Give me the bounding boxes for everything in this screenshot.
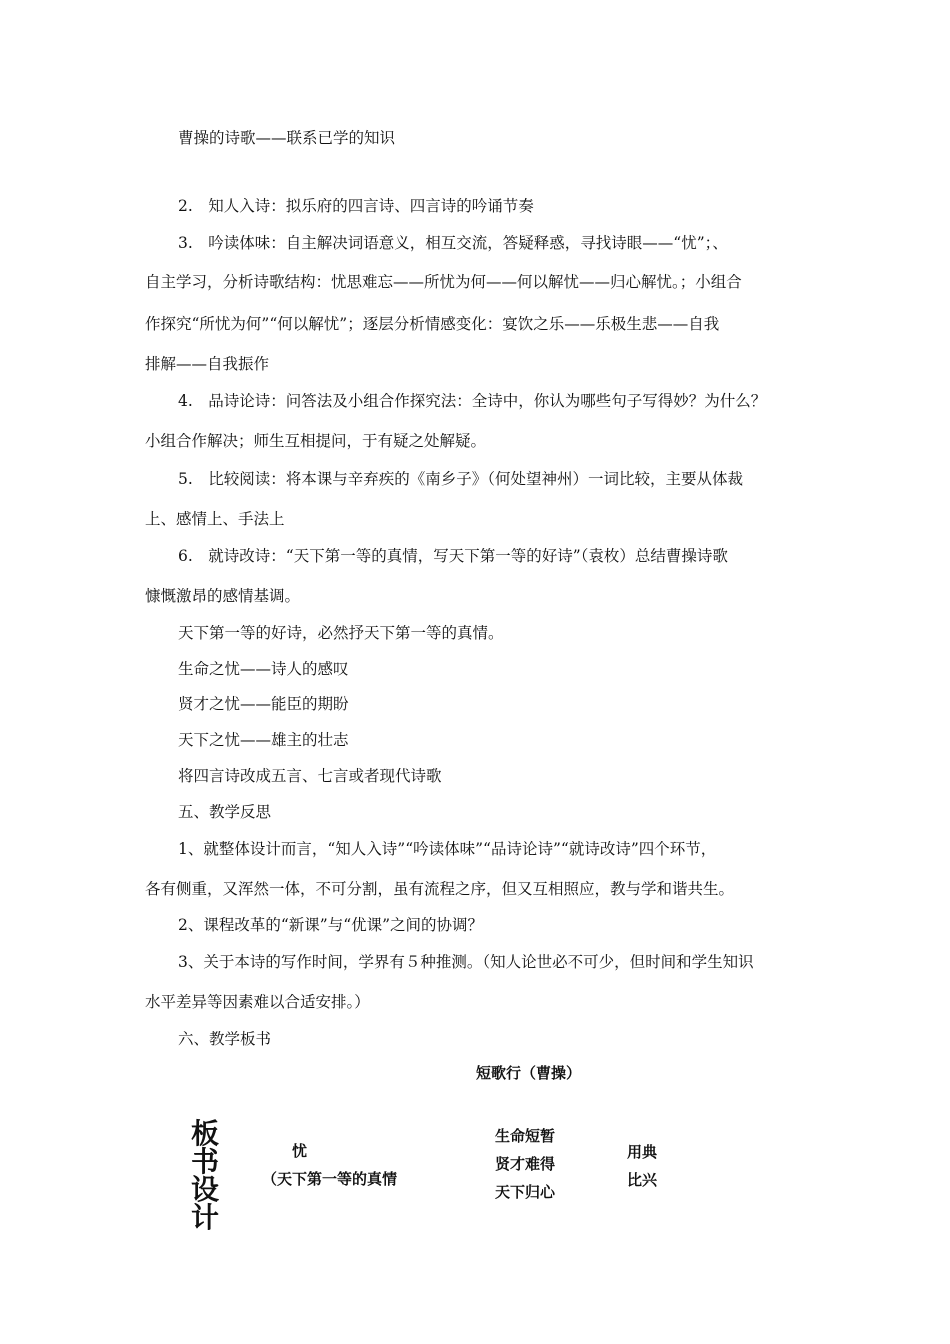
- text-line: 天下第一等的好诗，必然抒天下第一等的真情。: [178, 624, 504, 642]
- side-char: 设: [190, 1173, 219, 1206]
- board-theme: 生命短暂: [495, 1127, 556, 1145]
- text-line: 6. 就诗改诗：“天下第一等的真情，写天下第一等的好诗”（袁枚）总结曹操诗歌: [178, 547, 728, 565]
- text-line: 生命之忧——诗人的感叹: [178, 660, 349, 678]
- board-worry: 忧: [292, 1142, 308, 1160]
- board-theme: 天下归心: [495, 1183, 556, 1201]
- text-line: 小组合作解决；师生互相提问，于有疑之处解疑。: [145, 432, 487, 450]
- text-line: 2、课程改革的“新课”与“优课”之间的协调？: [178, 916, 484, 934]
- board-theme: 贤才难得: [495, 1155, 556, 1173]
- text-line: 各有侧重，又浑然一体，不可分割，虽有流程之序，但又互相照应，教与学和谐共生。: [145, 880, 735, 898]
- side-char: 书: [190, 1145, 219, 1178]
- text-line: 天下之忧——雄主的壮志: [178, 731, 349, 749]
- text-line: 曹操的诗歌——联系已学的知识: [178, 129, 396, 147]
- text-line: 1、就整体设计而言，“知人入诗”“吟读体味”“品诗论诗”“就诗改诗”四个环节，: [178, 840, 717, 858]
- text-line: 5. 比较阅读：将本课与辛弃疾的《南乡子》（何处望神州）一词比较，主要从体裁: [178, 470, 744, 488]
- board-title: 短歌行（曹操）: [476, 1064, 582, 1082]
- text-line: 慷慨激昂的感情基调。: [145, 587, 301, 605]
- text-line: 排解——自我振作: [145, 355, 270, 373]
- board-technique: 比兴: [627, 1171, 658, 1189]
- text-line: 2. 知人入诗：拟乐府的四言诗、四言诗的吟诵节奏: [178, 197, 534, 215]
- text-line: 3. 吟读体味：自主解决词语意义，相互交流，答疑释惑，寻找诗眼——“忧”；、: [178, 234, 728, 252]
- text-line: 水平差异等因素难以合适安排。）: [145, 993, 370, 1011]
- side-char: 板: [190, 1117, 219, 1150]
- text-line: 贤才之忧——能臣的期盼: [178, 695, 349, 713]
- text-line: 自主学习，分析诗歌结构：忧思难忘——所忧为何——何以解忧——归心解忧。；小组合: [145, 273, 742, 291]
- section-heading: 六、教学板书: [178, 1030, 272, 1048]
- text-line: 作探究“所忧为何”“何以解忧”；逐层分析情感变化：宴饮之乐——乐极生悲——自我: [145, 315, 720, 333]
- side-char: 计: [190, 1201, 219, 1234]
- text-line: 上、感情上、手法上: [145, 510, 285, 528]
- text-line: 4. 品诗论诗：问答法及小组合作探究法：全诗中，你认为哪些句子写得妙？为什么？: [178, 392, 767, 410]
- board-true-feeling: （天下第一等的真情: [262, 1170, 398, 1188]
- board-technique: 用典: [627, 1143, 658, 1161]
- text-line: 将四言诗改成五言、七言或者现代诗歌: [178, 767, 442, 785]
- section-heading: 五、教学反思: [178, 803, 272, 821]
- text-line: 3、关于本诗的写作时间，学界有５种推测。（知人论世必不可少，但时间和学生知识: [178, 953, 754, 971]
- board-side-label: [188, 1117, 222, 1234]
